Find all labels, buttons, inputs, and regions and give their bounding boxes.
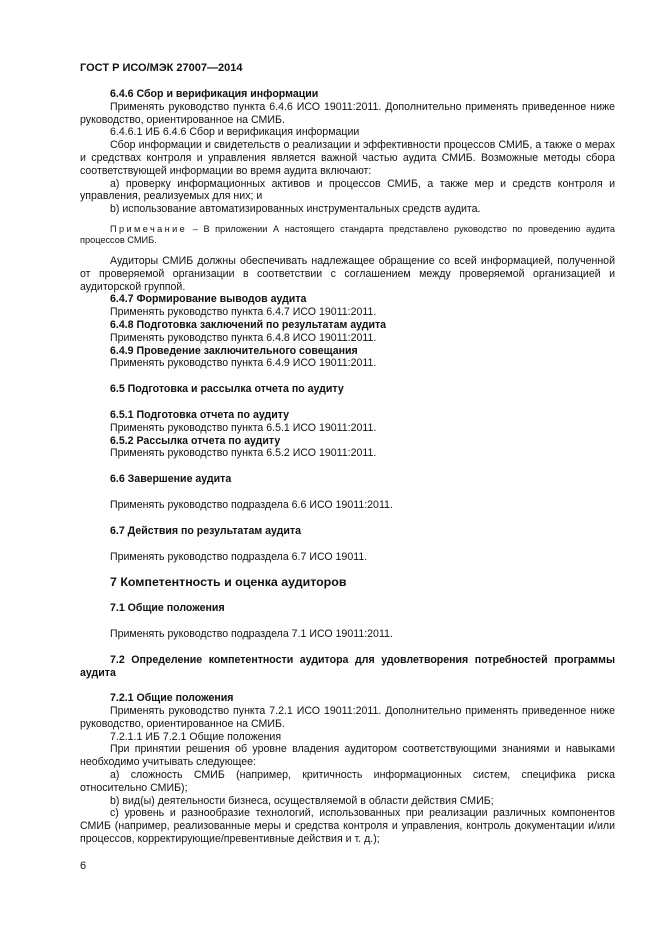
paragraph: Применять руководство пункта 6.4.8 ИСО 19011:2011. — [110, 331, 377, 344]
section-heading-6-4-6: 6.4.6 Сбор и верификация информации — [110, 88, 319, 100]
list-item-a: a) проверку информационных активов и процессов СМИБ, а также мер и средств контроля и управления, реализуемых для них; и — [80, 177, 615, 203]
section-heading-7-2: 7.2 Определение компетентности аудитора для удовлетворения потребностей программы аудита — [80, 653, 615, 679]
section-heading-6-5-2: 6.5.2 Рассылка отчета по аудиту — [110, 434, 281, 447]
paragraph: Применять руководство подраздела 6.6 ИСО 19011:2011. — [110, 498, 393, 511]
section-heading-6-6: 6.6 Завершение аудита — [110, 473, 232, 486]
paragraph: Применять руководство пункта 6.5.1 ИСО 19011:2011. — [110, 421, 377, 434]
list-item-b: b) вид(ы) деятельности бизнеса, осуществляемой в области действия СМИБ; — [110, 794, 494, 807]
paragraph: Аудиторы СМИБ должны обеспечивать надлежащее обращение со всей информацией, полученной от проверяемой организации в соответствии с соглашением между проверяемой организацией и аудиторской группой. — [80, 254, 615, 293]
subsection-title-7-2-1-1: 7.2.1.1 ИБ 7.2.1 Общие положения — [110, 730, 282, 743]
paragraph: Применять руководство пункта 7.2.1 ИСО 19011:2011. Дополнительно применять приведенное ниже руководство, ориентированное на СМИБ. — [80, 705, 615, 730]
paragraph: Применять руководство пункта 6.5.2 ИСО 19011:2011. — [110, 447, 377, 460]
note — [80, 224, 615, 247]
document-body — [80, 88, 615, 846]
list-item-a: a) сложность СМИБ (например, критичность информационных систем, специфика риска относительно СМИБ); — [80, 769, 615, 794]
paragraph: При принятии решения об уровне владения аудитором соответствующими знаниями и навыками необходимо учитывать следующее: — [80, 743, 615, 769]
page-number: 6 — [80, 860, 87, 872]
section-heading-6-4-7: 6.4.7 Формирование выводов аудита — [110, 293, 307, 306]
paragraph: Применять руководство пункта 6.4.6 ИСО 19011:2011. Дополнительно применять приведенное ниже руководство, ориентированное на СМИБ. — [80, 100, 615, 126]
chapter-heading-7: 7 Компетентность и оценка аудиторов — [110, 575, 347, 590]
document-header: ГОСТ Р ИСО/МЭК 27007—2014 — [80, 62, 243, 74]
paragraph: Применять руководство пункта 6.4.7 ИСО 19011:2011. — [110, 306, 377, 319]
section-heading-6-7: 6.7 Действия по результатам аудита — [110, 524, 301, 537]
note-label: Примечание — [110, 223, 188, 234]
paragraph: Применять руководство пункта 6.4.9 ИСО 19011:2011. — [110, 357, 377, 370]
list-item-b: b) использование автоматизированных инструментальных средств аудита. — [110, 203, 481, 216]
section-heading-6-5-1: 6.5.1 Подготовка отчета по аудиту — [110, 408, 290, 421]
section-heading-6-5: 6.5 Подготовка и рассылка отчета по аудиту — [110, 383, 344, 396]
paragraph: Применять руководство подраздела 6.7 ИСО 19011. — [110, 550, 368, 563]
section-heading-7-2-1: 7.2.1 Общие положения — [110, 692, 234, 705]
paragraph: Сбор информации и свидетельств о реализации и эффективности процессов СМИБ, а также о мерах и средствах контроля и управления является важной частью аудита СМИБ. Возможные методы сбора соответствующей информации во время аудита включают: — [80, 139, 615, 177]
section-heading-6-4-9: 6.4.9 Проведение заключительного совещания — [110, 344, 358, 357]
section-heading-6-4-8: 6.4.8 Подготовка заключений по результатам аудита — [110, 318, 387, 331]
subsection-title-6-4-6-1: 6.4.6.1 ИБ 6.4.6 Сбор и верификация информации — [110, 126, 360, 139]
list-item-c: c) уровень и разнообразие технологий, использованных при реализации различных компонентов СМИБ (например, реализованные меры и средства контроля и управления, контроль документации и/или процессов, корректирующие/превентивные действия и т. д.); — [80, 807, 615, 846]
note-text: – В приложении А настоящего стандарта представлено руководство по проведению аудита процессов СМИБ. — [80, 223, 615, 246]
paragraph: Применять руководство подраздела 7.1 ИСО 19011:2011. — [110, 627, 393, 640]
section-heading-7-1: 7.1 Общие положения — [110, 602, 225, 615]
